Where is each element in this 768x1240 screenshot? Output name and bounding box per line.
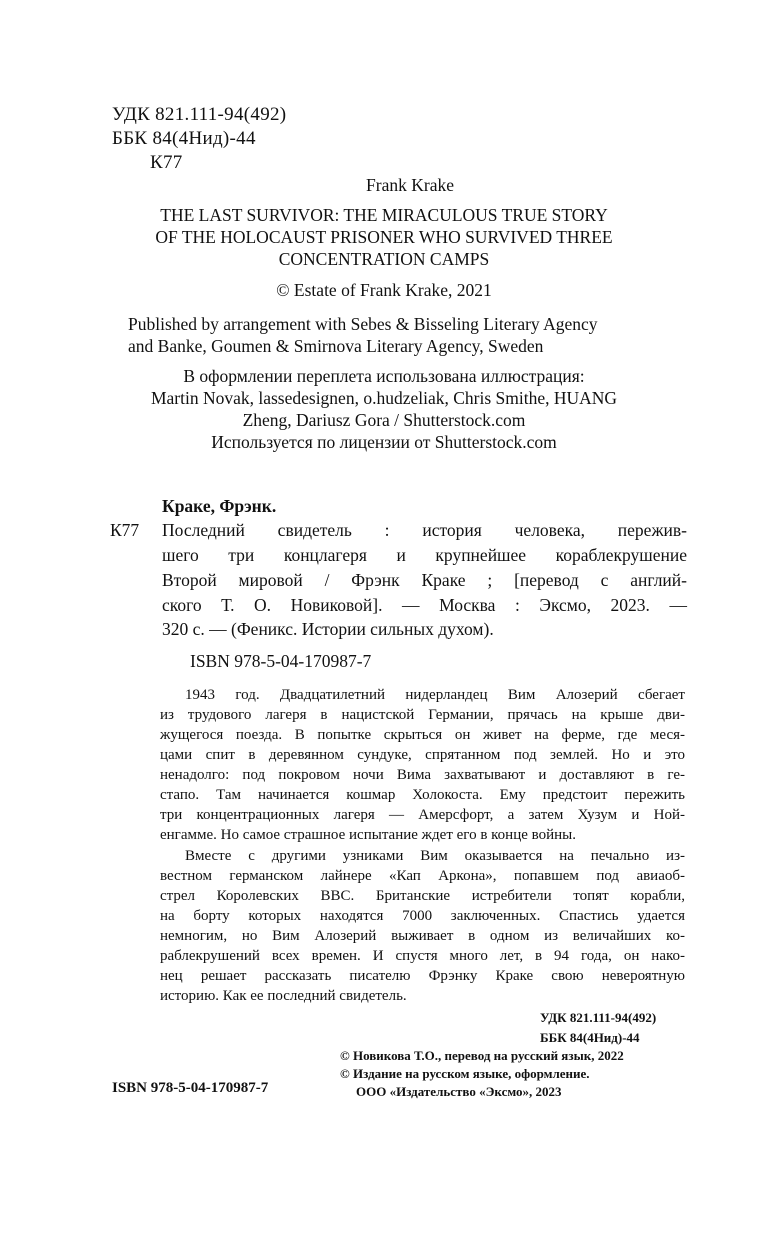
annotation-line-10: вестном германском лайнере «Кап Аркона», попавшем под авиаоб- (160, 868, 685, 884)
annotation-line-2: из трудового лагеря в нацистской Германии, прячась на крыше дви- (160, 707, 685, 723)
udk-code-bottom: УДК 821.111-94(492) (540, 1010, 657, 1025)
original-author: Frank Krake (366, 175, 454, 195)
annotation-line-5: ненадолго: под покровом ночи Вима захватывают и доставляют в ге- (160, 767, 685, 783)
annotation-line-9: Вместе с другими узниками Вим оказывается на печально из- (185, 848, 685, 864)
illustration-line-4: Используется по лицензии от Shutterstock.com (211, 432, 557, 452)
original-title-line-1: THE LAST SURVIVOR: THE MIRACULOUS TRUE STORY (160, 205, 608, 225)
annotation-line-15: нец решает рассказать писателю Фрэнку Краке свою невероятную (160, 968, 685, 984)
annotation-line-3: жущегося поезда. В попытке скрыться он живет на ферме, где меся- (160, 727, 685, 743)
original-copyright: © Estate of Frank Krake, 2021 (276, 280, 492, 300)
catalog-line-5: 320 с. — (Феникс. Истории сильных духом). (162, 619, 494, 639)
copyright-edition: © Издание на русском языке, оформление. (340, 1066, 590, 1081)
annotation-line-7: три концентрационных лагеря — Амерсфорт, а затем Хузум и Ной- (160, 807, 685, 823)
author-mark: К77 (150, 152, 183, 173)
annotation-line-14: раблекрушений всех времен. И спустя много лет, в 94 года, он нако- (160, 948, 685, 964)
illustration-line-3: Zheng, Dariusz Gora / Shutterstock.com (242, 410, 526, 430)
annotation-line-6: стапо. Там начинается кошмар Холокоста. Ему предстоит пережить (160, 787, 685, 803)
catalog-author-heading: Краке, Фрэнк. (162, 496, 277, 516)
catalog-line-1: Последний свидетель : история человека, пережив- (162, 520, 687, 540)
catalog-line-3: Второй мировой / Фрэнк Краке ; [перевод с англий- (162, 570, 687, 590)
copyright-translation: © Новикова Т.О., перевод на русский язык, 2022 (340, 1048, 624, 1063)
bbk-code: ББК 84(4Нид)-44 (112, 128, 256, 149)
annotation-line-16: историю. Как ее последний свидетель. (160, 988, 407, 1004)
catalog-mark: К77 (110, 520, 140, 540)
annotation-line-11: стрел Королевских ВВС. Британские истребители топят корабли, (160, 888, 685, 904)
illustration-line-2: Martin Novak, lassedesignen, o.hudzeliak, Chris Smithe, HUANG (150, 388, 618, 408)
agency-line-2: and Banke, Goumen & Smirnova Literary Agency, Sweden (128, 336, 544, 356)
original-title-line-3: CONCENTRATION CAMPS (278, 249, 490, 269)
annotation-line-4: цами спит в деревянном сундуке, спрятанном под землей. Но и это (160, 747, 685, 763)
publisher-copyright: ООО «Издательство «Эксмо», 2023 (356, 1084, 562, 1099)
annotation-line-1: 1943 год. Двадцатилетний нидерландец Вим Алозерий сбегает (185, 687, 685, 703)
annotation-line-8: енгамме. Но самое страшное испытание ждет его в конце войны. (160, 827, 577, 843)
footer-isbn: ISBN 978-5-04-170987-7 (112, 1080, 269, 1096)
annotation-line-12: на борту которых находятся 7000 заключенных. Спастись удается (160, 908, 685, 924)
original-title-line-2: OF THE HOLOCAUST PRISONER WHO SURVIVED THREE (155, 227, 613, 247)
bbk-code-bottom: ББК 84(4Нид)-44 (540, 1030, 640, 1045)
catalog-line-4: ского Т. О. Новиковой]. — Москва : Эксмо, 2023. — (162, 595, 687, 615)
annotation-line-13: немногим, но Вим Алозерий выживает в одном из величайших ко- (160, 928, 685, 944)
udk-code: УДК 821.111-94(492) (112, 104, 287, 125)
catalog-isbn: ISBN 978-5-04-170987-7 (190, 651, 372, 671)
illustration-line-1: В оформлении переплета использована иллюстрация: (183, 366, 585, 386)
catalog-line-2: шего три концлагеря и крупнейшее кораблекрушение (162, 545, 687, 565)
agency-line-1: Published by arrangement with Sebes & Bisseling Literary Agency (128, 314, 598, 334)
